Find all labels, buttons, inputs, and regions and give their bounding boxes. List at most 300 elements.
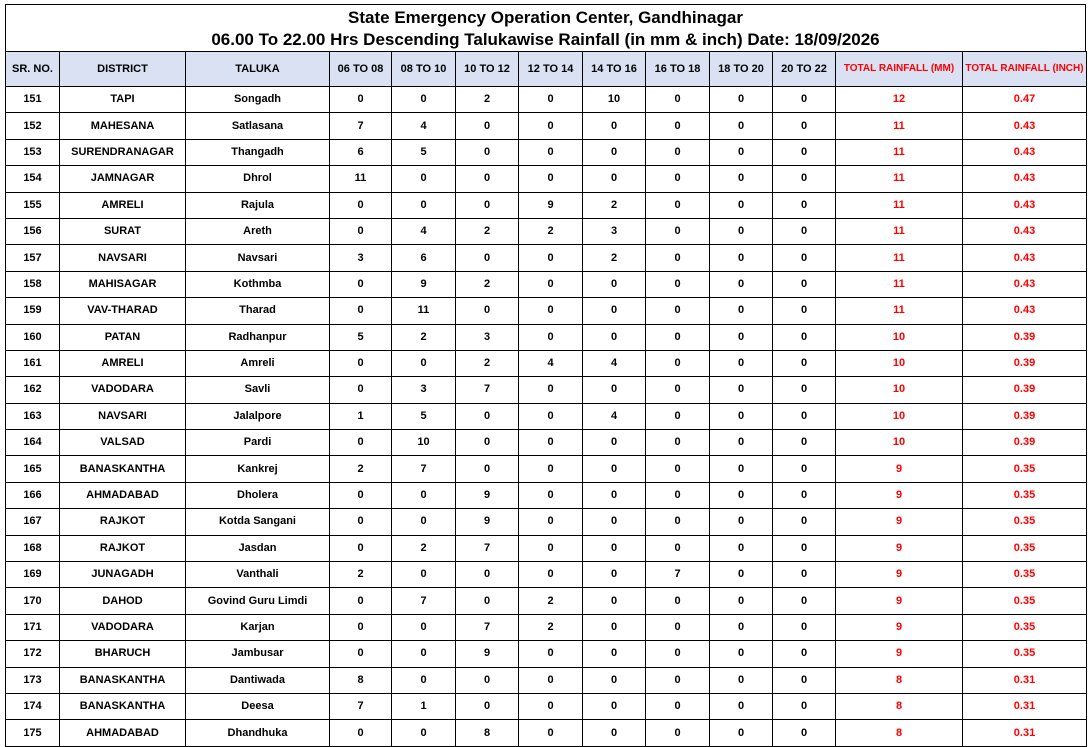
cell-14-to-16: 0 [583,166,646,192]
cell-taluka: Dholera [186,482,330,508]
cell-18-to-20: 0 [710,271,773,297]
cell-12-to-14: 0 [519,509,583,535]
cell-district: DAHOD [60,588,186,614]
cell-06-to-08: 0 [330,614,392,640]
cell-total-inch: 0.35 [963,614,1087,640]
cell-14-to-16: 0 [583,377,646,403]
cell-16-to-18: 0 [646,218,710,244]
cell-20-to-22: 0 [773,693,836,719]
cell-taluka: Areth [186,218,330,244]
cell-08-to-10: 11 [392,298,456,324]
cell-16-to-18: 0 [646,641,710,667]
cell-total-mm: 8 [836,720,963,746]
cell-14-to-16: 10 [583,87,646,113]
cell-total-mm: 11 [836,218,963,244]
cell-total-mm: 11 [836,113,963,139]
cell-10-to-12: 7 [456,535,519,561]
cell-district: SURENDRANAGAR [60,139,186,165]
cell-20-to-22: 0 [773,298,836,324]
cell-sr-no: 163 [6,403,60,429]
table-row [6,667,1087,693]
cell-sr-no: 158 [6,271,60,297]
cell-08-to-10: 5 [392,403,456,429]
cell-16-to-18: 0 [646,403,710,429]
cell-12-to-14: 0 [519,430,583,456]
cell-taluka: Kothmba [186,271,330,297]
cell-20-to-22: 0 [773,614,836,640]
cell-08-to-10: 0 [392,562,456,588]
cell-10-to-12: 0 [456,562,519,588]
cell-10-to-12: 0 [456,113,519,139]
cell-district: TAPI [60,87,186,113]
cell-14-to-16: 0 [583,667,646,693]
cell-sr-no: 156 [6,218,60,244]
cell-18-to-20: 0 [710,509,773,535]
cell-08-to-10: 0 [392,667,456,693]
col-18-to-20: 18 TO 20 [710,52,773,87]
cell-total-mm: 11 [836,245,963,271]
table-row [6,403,1087,429]
report-title: State Emergency Operation Center, Gandhinagar [348,8,743,27]
col-sr-no: SR. NO. [6,52,60,87]
cell-14-to-16: 0 [583,113,646,139]
cell-total-mm: 11 [836,192,963,218]
cell-sr-no: 167 [6,509,60,535]
table-row [6,271,1087,297]
cell-14-to-16: 0 [583,139,646,165]
cell-08-to-10: 0 [392,641,456,667]
cell-18-to-20: 0 [710,377,773,403]
cell-18-to-20: 0 [710,87,773,113]
cell-sr-no: 155 [6,192,60,218]
cell-06-to-08: 2 [330,456,392,482]
cell-total-inch: 0.43 [963,166,1087,192]
cell-taluka: Jasdan [186,535,330,561]
cell-06-to-08: 0 [330,430,392,456]
cell-16-to-18: 0 [646,245,710,271]
cell-district: AHMADABAD [60,482,186,508]
cell-20-to-22: 0 [773,377,836,403]
cell-14-to-16: 3 [583,218,646,244]
col-taluka: TALUKA [186,52,330,87]
table-row [6,245,1087,271]
cell-20-to-22: 0 [773,430,836,456]
cell-taluka: Amreli [186,350,330,376]
cell-14-to-16: 0 [583,720,646,746]
cell-sr-no: 166 [6,482,60,508]
cell-10-to-12: 2 [456,271,519,297]
cell-16-to-18: 0 [646,192,710,218]
cell-sr-no: 153 [6,139,60,165]
cell-16-to-18: 0 [646,588,710,614]
cell-06-to-08: 0 [330,641,392,667]
cell-08-to-10: 0 [392,509,456,535]
cell-20-to-22: 0 [773,403,836,429]
cell-sr-no: 159 [6,298,60,324]
col-district: DISTRICT [60,52,186,87]
cell-total-mm: 9 [836,509,963,535]
cell-18-to-20: 0 [710,166,773,192]
cell-20-to-22: 0 [773,350,836,376]
cell-14-to-16: 4 [583,403,646,429]
cell-district: VALSAD [60,430,186,456]
cell-08-to-10: 0 [392,87,456,113]
cell-taluka: Savli [186,377,330,403]
cell-06-to-08: 0 [330,720,392,746]
cell-10-to-12: 2 [456,87,519,113]
cell-total-inch: 0.43 [963,298,1087,324]
cell-total-inch: 0.43 [963,113,1087,139]
cell-total-mm: 10 [836,350,963,376]
cell-12-to-14: 0 [519,693,583,719]
cell-18-to-20: 0 [710,693,773,719]
cell-12-to-14: 0 [519,113,583,139]
table-row [6,588,1087,614]
table-row [6,482,1087,508]
cell-10-to-12: 0 [456,456,519,482]
rainfall-table [5,51,1087,747]
cell-10-to-12: 9 [456,482,519,508]
cell-18-to-20: 0 [710,667,773,693]
cell-16-to-18: 0 [646,720,710,746]
cell-total-inch: 0.39 [963,430,1087,456]
cell-10-to-12: 0 [456,245,519,271]
cell-20-to-22: 0 [773,456,836,482]
cell-20-to-22: 0 [773,641,836,667]
cell-18-to-20: 0 [710,324,773,350]
cell-20-to-22: 0 [773,192,836,218]
cell-district: MAHESANA [60,113,186,139]
cell-12-to-14: 0 [519,403,583,429]
cell-20-to-22: 0 [773,562,836,588]
cell-total-mm: 8 [836,693,963,719]
cell-10-to-12: 2 [456,350,519,376]
cell-total-mm: 9 [836,456,963,482]
cell-20-to-22: 0 [773,720,836,746]
table-row [6,166,1087,192]
cell-10-to-12: 3 [456,324,519,350]
cell-district: AMRELI [60,192,186,218]
cell-12-to-14: 0 [519,667,583,693]
cell-08-to-10: 9 [392,271,456,297]
cell-taluka: Dhrol [186,166,330,192]
cell-20-to-22: 0 [773,509,836,535]
cell-14-to-16: 0 [583,641,646,667]
cell-18-to-20: 0 [710,139,773,165]
cell-06-to-08: 1 [330,403,392,429]
cell-20-to-22: 0 [773,113,836,139]
table-row [6,562,1087,588]
cell-10-to-12: 7 [456,377,519,403]
col-14-to-16: 14 TO 16 [583,52,646,87]
cell-18-to-20: 0 [710,720,773,746]
cell-06-to-08: 0 [330,218,392,244]
cell-20-to-22: 0 [773,271,836,297]
cell-14-to-16: 0 [583,588,646,614]
cell-district: NAVSARI [60,245,186,271]
cell-20-to-22: 0 [773,166,836,192]
cell-total-mm: 9 [836,588,963,614]
cell-10-to-12: 0 [456,667,519,693]
cell-10-to-12: 0 [456,403,519,429]
cell-18-to-20: 0 [710,535,773,561]
cell-taluka: Pardi [186,430,330,456]
cell-taluka: Radhanpur [186,324,330,350]
cell-06-to-08: 2 [330,562,392,588]
col-06-to-08: 06 TO 08 [330,52,392,87]
cell-18-to-20: 0 [710,562,773,588]
cell-16-to-18: 0 [646,456,710,482]
cell-total-inch: 0.35 [963,509,1087,535]
cell-20-to-22: 0 [773,87,836,113]
cell-12-to-14: 0 [519,377,583,403]
cell-taluka: Vanthali [186,562,330,588]
cell-total-inch: 0.35 [963,535,1087,561]
cell-08-to-10: 7 [392,588,456,614]
cell-18-to-20: 0 [710,350,773,376]
cell-20-to-22: 0 [773,139,836,165]
cell-taluka: Jambusar [186,641,330,667]
cell-taluka: Deesa [186,693,330,719]
cell-total-inch: 0.31 [963,720,1087,746]
cell-district: JUNAGADH [60,562,186,588]
cell-06-to-08: 8 [330,667,392,693]
cell-total-mm: 9 [836,482,963,508]
cell-14-to-16: 0 [583,324,646,350]
cell-18-to-20: 0 [710,192,773,218]
table-row [6,218,1087,244]
cell-08-to-10: 0 [392,192,456,218]
cell-08-to-10: 0 [392,482,456,508]
cell-total-inch: 0.31 [963,693,1087,719]
cell-total-inch: 0.47 [963,87,1087,113]
cell-sr-no: 154 [6,166,60,192]
cell-08-to-10: 4 [392,113,456,139]
cell-10-to-12: 0 [456,693,519,719]
cell-08-to-10: 0 [392,166,456,192]
cell-taluka: Songadh [186,87,330,113]
cell-10-to-12: 7 [456,614,519,640]
cell-20-to-22: 0 [773,535,836,561]
cell-08-to-10: 6 [392,245,456,271]
cell-sr-no: 157 [6,245,60,271]
cell-12-to-14: 0 [519,298,583,324]
cell-08-to-10: 5 [392,139,456,165]
cell-district: BANASKANTHA [60,667,186,693]
cell-16-to-18: 0 [646,298,710,324]
cell-12-to-14: 0 [519,720,583,746]
cell-total-inch: 0.39 [963,350,1087,376]
cell-10-to-12: 2 [456,218,519,244]
cell-total-mm: 10 [836,403,963,429]
cell-12-to-14: 2 [519,588,583,614]
cell-12-to-14: 0 [519,271,583,297]
col-16-to-18: 16 TO 18 [646,52,710,87]
cell-district: NAVSARI [60,403,186,429]
cell-total-inch: 0.43 [963,192,1087,218]
cell-16-to-18: 0 [646,482,710,508]
cell-12-to-14: 9 [519,192,583,218]
cell-16-to-18: 0 [646,139,710,165]
cell-16-to-18: 7 [646,562,710,588]
col-total-inch: TOTAL RAINFALL (INCH) [963,52,1087,87]
cell-total-mm: 9 [836,562,963,588]
cell-total-mm: 10 [836,324,963,350]
cell-district: JAMNAGAR [60,166,186,192]
cell-18-to-20: 0 [710,298,773,324]
cell-district: RAJKOT [60,535,186,561]
cell-sr-no: 161 [6,350,60,376]
cell-16-to-18: 0 [646,614,710,640]
table-row [6,535,1087,561]
cell-16-to-18: 0 [646,166,710,192]
cell-10-to-12: 0 [456,166,519,192]
cell-08-to-10: 7 [392,456,456,482]
cell-total-inch: 0.35 [963,588,1087,614]
cell-20-to-22: 0 [773,324,836,350]
cell-total-inch: 0.35 [963,562,1087,588]
cell-total-mm: 11 [836,271,963,297]
cell-14-to-16: 0 [583,298,646,324]
cell-08-to-10: 0 [392,720,456,746]
cell-sr-no: 170 [6,588,60,614]
cell-12-to-14: 0 [519,641,583,667]
cell-total-mm: 9 [836,535,963,561]
cell-10-to-12: 9 [456,641,519,667]
cell-10-to-12: 0 [456,588,519,614]
table-row [6,298,1087,324]
cell-total-inch: 0.43 [963,139,1087,165]
cell-total-mm: 11 [836,166,963,192]
cell-taluka: Tharad [186,298,330,324]
cell-total-inch: 0.35 [963,456,1087,482]
cell-total-inch: 0.43 [963,218,1087,244]
cell-18-to-20: 0 [710,430,773,456]
cell-18-to-20: 0 [710,614,773,640]
cell-20-to-22: 0 [773,667,836,693]
cell-12-to-14: 0 [519,324,583,350]
cell-district: SURAT [60,218,186,244]
cell-10-to-12: 9 [456,509,519,535]
cell-08-to-10: 2 [392,324,456,350]
cell-10-to-12: 0 [456,192,519,218]
cell-district: RAJKOT [60,509,186,535]
cell-total-mm: 11 [836,298,963,324]
cell-sr-no: 160 [6,324,60,350]
cell-16-to-18: 0 [646,667,710,693]
cell-district: BHARUCH [60,641,186,667]
cell-taluka: Thangadh [186,139,330,165]
cell-18-to-20: 0 [710,482,773,508]
cell-sr-no: 174 [6,693,60,719]
cell-total-mm: 10 [836,377,963,403]
cell-06-to-08: 7 [330,693,392,719]
cell-total-inch: 0.39 [963,403,1087,429]
cell-total-inch: 0.39 [963,324,1087,350]
cell-12-to-14: 4 [519,350,583,376]
cell-total-mm: 9 [836,641,963,667]
cell-14-to-16: 0 [583,482,646,508]
cell-06-to-08: 0 [330,509,392,535]
table-row [6,641,1087,667]
cell-08-to-10: 2 [392,535,456,561]
cell-taluka: Govind Guru Limdi [186,588,330,614]
cell-total-mm: 12 [836,87,963,113]
cell-total-mm: 9 [836,614,963,640]
cell-06-to-08: 7 [330,113,392,139]
cell-10-to-12: 0 [456,139,519,165]
cell-total-inch: 0.31 [963,667,1087,693]
cell-sr-no: 172 [6,641,60,667]
cell-taluka: Karjan [186,614,330,640]
cell-14-to-16: 0 [583,693,646,719]
cell-16-to-18: 0 [646,693,710,719]
cell-18-to-20: 0 [710,403,773,429]
cell-16-to-18: 0 [646,87,710,113]
cell-06-to-08: 0 [330,482,392,508]
cell-district: AHMADABAD [60,720,186,746]
cell-16-to-18: 0 [646,324,710,350]
col-12-to-14: 12 TO 14 [519,52,583,87]
cell-taluka: Jalalpore [186,403,330,429]
report-header [5,4,1086,51]
cell-06-to-08: 3 [330,245,392,271]
cell-12-to-14: 0 [519,245,583,271]
cell-total-inch: 0.43 [963,271,1087,297]
cell-district: MAHISAGAR [60,271,186,297]
cell-08-to-10: 0 [392,350,456,376]
cell-16-to-18: 0 [646,350,710,376]
cell-14-to-16: 0 [583,509,646,535]
table-row [6,720,1087,746]
cell-sr-no: 168 [6,535,60,561]
cell-sr-no: 173 [6,667,60,693]
cell-district: AMRELI [60,350,186,376]
cell-14-to-16: 0 [583,456,646,482]
cell-total-inch: 0.35 [963,482,1087,508]
cell-16-to-18: 0 [646,509,710,535]
cell-06-to-08: 0 [330,535,392,561]
cell-20-to-22: 0 [773,245,836,271]
report-subtitle: 06.00 To 22.00 Hrs Descending Talukawise Rainfall (in mm & inch) Date: 18/09/2026 [211,30,880,49]
cell-10-to-12: 0 [456,298,519,324]
cell-taluka: Kankrej [186,456,330,482]
cell-sr-no: 164 [6,430,60,456]
table-row [6,324,1087,350]
table-row [6,509,1087,535]
cell-20-to-22: 0 [773,482,836,508]
table-row [6,87,1087,113]
cell-08-to-10: 10 [392,430,456,456]
cell-sr-no: 162 [6,377,60,403]
cell-08-to-10: 4 [392,218,456,244]
cell-total-inch: 0.35 [963,641,1087,667]
cell-total-mm: 10 [836,430,963,456]
cell-12-to-14: 2 [519,614,583,640]
cell-06-to-08: 0 [330,377,392,403]
cell-08-to-10: 3 [392,377,456,403]
cell-06-to-08: 0 [330,271,392,297]
cell-06-to-08: 0 [330,87,392,113]
cell-total-inch: 0.43 [963,245,1087,271]
cell-total-inch: 0.39 [963,377,1087,403]
col-10-to-12: 10 TO 12 [456,52,519,87]
cell-10-to-12: 8 [456,720,519,746]
cell-06-to-08: 0 [330,588,392,614]
cell-14-to-16: 0 [583,614,646,640]
cell-sr-no: 151 [6,87,60,113]
table-row [6,430,1087,456]
